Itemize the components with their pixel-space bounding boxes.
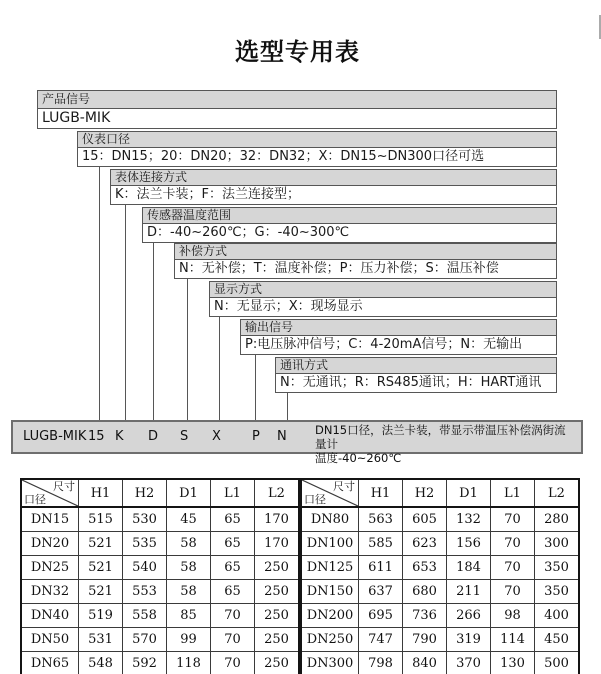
table-row [301,507,579,532]
model-code-comm: N [277,429,287,444]
cascade-box-product-signal [37,90,557,129]
table-cell: 319 [447,628,491,652]
table-row [21,507,299,532]
table-cell: 450 [535,628,580,652]
table-cell: 98 [491,604,535,628]
cascade-box-display-mode [209,281,557,317]
cascade-header-label: 通讯方式 [276,358,556,374]
table-cell: 548 [79,652,123,674]
connector-line [287,392,288,420]
column-header: L2 [255,479,300,507]
table-row [21,628,299,652]
table-row [21,580,299,604]
table-cell: 611 [359,556,403,580]
connector-line [187,278,188,420]
table-cell: DN65 [21,652,79,674]
cascade-box-body-connection [110,169,557,205]
table-cell: 521 [79,532,123,556]
cascade-option-text: N：无显示；X：现场显示 [214,299,363,314]
connector-line [219,316,220,420]
table-row [21,532,299,556]
cascade-header-label: 仪表口径 [78,132,556,148]
table-cell: 521 [79,580,123,604]
table-row [301,604,579,628]
table-row [301,652,579,674]
page-title: 选型专用表 [235,38,360,66]
table-cell: DN200 [301,604,359,628]
cascade-box-sensor-temp-range [142,207,557,243]
table-cell: 798 [359,652,403,674]
table-cell: 58 [167,556,211,580]
table-cell: 531 [79,628,123,652]
table-cell: 58 [167,580,211,604]
column-header: L1 [211,479,255,507]
table-cell: 790 [403,628,447,652]
table-cell: 570 [123,628,167,652]
table-cell: 250 [255,628,300,652]
table-row [301,628,579,652]
table-cell: 184 [447,556,491,580]
table-cell: 250 [255,580,300,604]
corner-cell [21,479,79,507]
table-cell: 623 [403,532,447,556]
model-code-connection: K [115,429,124,444]
table-cell: 70 [491,580,535,604]
table-cell: 70 [211,628,255,652]
table-cell: 350 [535,556,580,580]
cascade-option-text: K：法兰卡装；F：法兰连接型； [115,187,301,202]
table-cell: 65 [211,532,255,556]
example-description-line2: 温度-40~260℃ [315,451,402,465]
table-cell: 370 [447,652,491,674]
table-cell: 170 [255,507,300,532]
table-cell: 250 [255,604,300,628]
table-cell: DN250 [301,628,359,652]
table-cell: 521 [79,556,123,580]
header-row [301,479,579,507]
cascade-header-label: 补偿方式 [175,244,556,260]
table-cell: 695 [359,604,403,628]
table-cell: 170 [255,532,300,556]
table-cell: DN25 [21,556,79,580]
table-cell: 280 [535,507,580,532]
table-cell: DN125 [301,556,359,580]
table-cell: 70 [491,507,535,532]
example-description [315,423,577,465]
cascade-option-text: N：无通讯；R：RS485通讯；H：HART通讯 [280,375,542,390]
model-code-display: X [212,429,221,444]
cascade-header-label: 输出信号 [241,320,556,336]
table-cell: 515 [79,507,123,532]
table-cell: 747 [359,628,403,652]
table-cell: 585 [359,532,403,556]
dimension-tables [20,478,580,674]
cascade-header-label: 显示方式 [210,282,556,298]
connector-line [99,166,100,420]
column-header: D1 [167,479,211,507]
table-row [301,532,579,556]
table-cell: 70 [491,556,535,580]
table-row [21,604,299,628]
dimension-table-left [20,478,300,674]
corner-label-bore: 口径 [304,493,326,506]
table-cell: 535 [123,532,167,556]
dimension-table-right [300,478,580,674]
table-cell: 65 [211,507,255,532]
model-prefix: LUGB-MIK [23,429,87,444]
table-cell: 99 [167,628,211,652]
model-code-diameter: 15 [88,429,105,444]
table-cell: 65 [211,580,255,604]
table-cell: 70 [211,652,255,674]
table-row [301,580,579,604]
table-cell: 653 [403,556,447,580]
table-cell: 736 [403,604,447,628]
cascade-option-text: N：无补偿；T：温度补偿；P：压力补偿；S：温压补偿 [179,261,499,276]
cascade-header-label: 表体连接方式 [111,170,556,186]
model-code-output: P [252,429,260,444]
table-cell: DN100 [301,532,359,556]
table-cell: 211 [447,580,491,604]
table-row [21,652,299,674]
table-cell: 118 [167,652,211,674]
table-cell: 540 [123,556,167,580]
cascade-option-text: D：-40~260℃；G：-40~300℃ [147,225,350,240]
connector-line [125,204,126,420]
table-cell: 156 [447,532,491,556]
table-cell: DN40 [21,604,79,628]
model-code-temp: D [148,429,159,444]
table-cell: 250 [255,556,300,580]
cascade-box-output-signal [240,319,557,355]
table-cell: 680 [403,580,447,604]
table-cell: 85 [167,604,211,628]
cascade-option-text: LUGB-MIK [42,110,111,126]
table-cell: 500 [535,652,580,674]
column-header: D1 [447,479,491,507]
table-cell: 592 [123,652,167,674]
table-cell: 530 [123,507,167,532]
table-cell: 132 [447,507,491,532]
table-cell: 350 [535,580,580,604]
cascade-header-label: 产品信号 [38,91,556,109]
table-cell: DN300 [301,652,359,674]
table-cell: 840 [403,652,447,674]
table-cell: DN15 [21,507,79,532]
cascade-box-compensation [174,243,557,279]
cascade-header-label: 传感器温度范围 [143,208,556,224]
table-cell: 400 [535,604,580,628]
table-row [21,556,299,580]
column-header: H2 [123,479,167,507]
table-cell: 300 [535,532,580,556]
corner-label-bore: 口径 [24,493,46,506]
table-cell: DN20 [21,532,79,556]
table-cell: DN50 [21,628,79,652]
table-cell: 130 [491,652,535,674]
column-header: H1 [79,479,123,507]
table-cell: 266 [447,604,491,628]
cascade-option-text: 15：DN15；20：DN20；32：DN32；X：DN15~DN300口径可选 [82,149,485,164]
table-cell: 519 [79,604,123,628]
table-row [301,556,579,580]
table-cell: 70 [211,604,255,628]
column-header: L1 [491,479,535,507]
table-cell: 58 [167,532,211,556]
connector-line [255,354,256,420]
table-cell: 563 [359,507,403,532]
header-row [21,479,299,507]
table-cell: DN32 [21,580,79,604]
model-code-compensation: S [180,429,189,444]
example-description-line1: DN15口径，法兰卡装，带显示带温压补偿涡街流量计 [315,423,566,451]
table-cell: 114 [491,628,535,652]
table-cell: 605 [403,507,447,532]
corner-label-size: 尺寸 [53,480,75,493]
table-cell: 250 [255,652,300,674]
corner-label-size: 尺寸 [333,480,355,493]
table-cell: DN80 [301,507,359,532]
table-cell: 45 [167,507,211,532]
table-cell: 637 [359,580,403,604]
table-cell: DN150 [301,580,359,604]
column-header: H1 [359,479,403,507]
column-header: H2 [403,479,447,507]
table-cell: 558 [123,604,167,628]
table-cell: 553 [123,580,167,604]
cascade-option-text: P:电压脉冲信号；C：4-20mA信号；N：无输出 [245,337,523,352]
connector-line [153,242,154,420]
corner-cell [301,479,359,507]
table-cell: 65 [211,556,255,580]
cascade-box-communication [275,357,557,393]
table-cell: 70 [491,532,535,556]
example-model-row [11,420,583,465]
cascade-box-meter-diameter [77,131,557,167]
column-header: L2 [535,479,580,507]
